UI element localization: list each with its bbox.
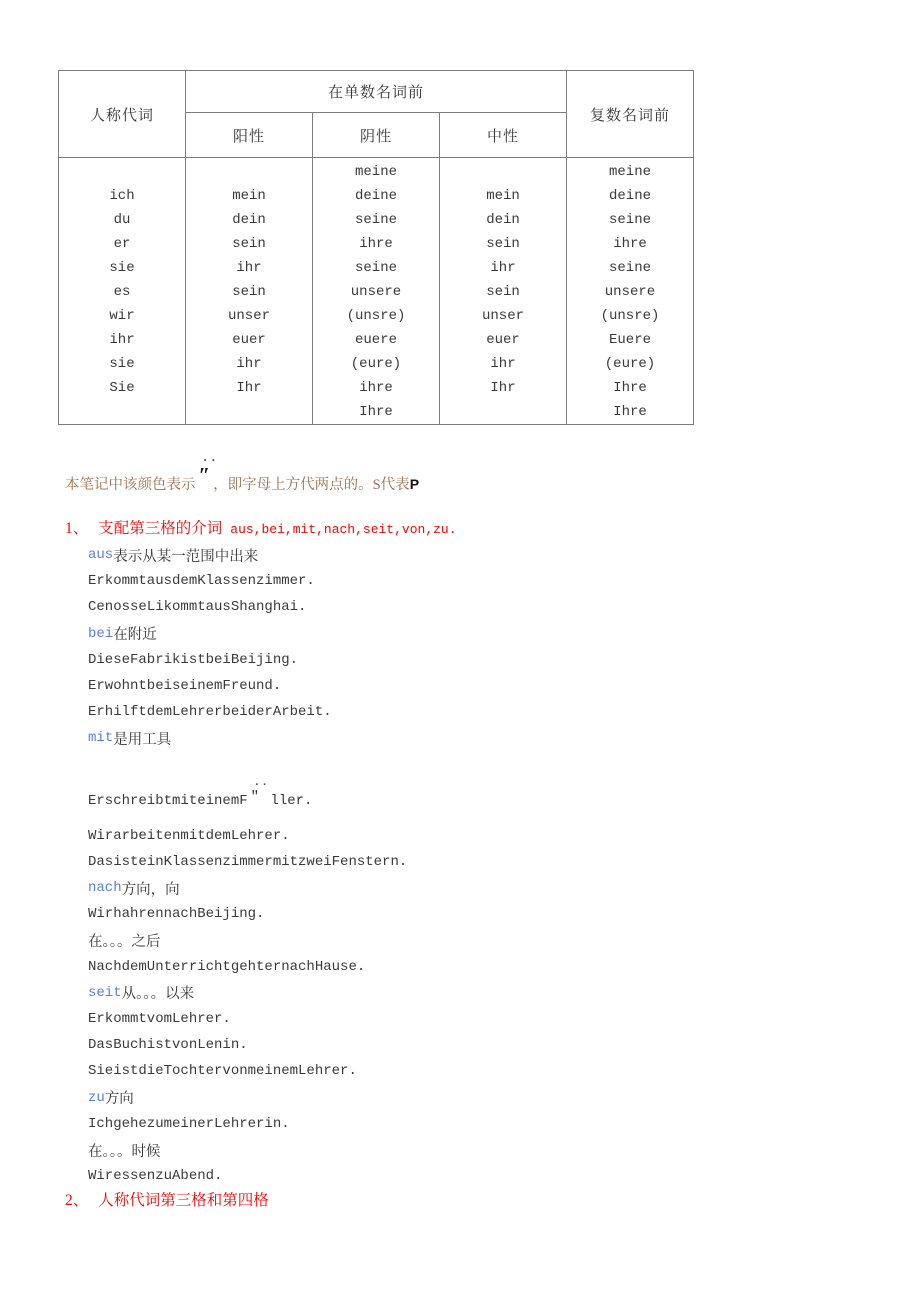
table-cell-line: meine: [608, 164, 651, 180]
table-cell-line: (eure): [604, 356, 656, 372]
column-masculine: [186, 158, 313, 425]
preposition-word: mit: [88, 730, 114, 747]
sentence-before: ErschreibtmiteinemF: [88, 792, 248, 809]
table-cell-line: ihre: [359, 236, 393, 252]
header-personal-pronoun: 人称代词: [59, 71, 186, 158]
table-cell-line: sie: [109, 260, 135, 276]
table-cell-line: [186, 400, 312, 424]
table-cell-line: unser: [481, 308, 524, 324]
heading-preposition-list: aus,bei,mit,nach,seit,von,zu.: [230, 522, 457, 537]
preposition-definition-line: [0, 542, 920, 568]
german-sentence: ErhilftdemLehrerbeiderArbeit.: [88, 704, 332, 721]
umlaut-dots: ..: [201, 451, 218, 465]
table-cell-line: Ihr: [490, 380, 516, 396]
preposition-definition-line: [0, 725, 920, 751]
table-cell-line: Ihr: [236, 380, 262, 396]
table-cell-line: sie: [109, 356, 135, 372]
table-cell-line: du: [113, 212, 131, 228]
table-cell-line: ihr: [490, 356, 516, 372]
table-cell-line: es: [113, 284, 131, 300]
table-cell-line: [59, 400, 185, 424]
header-before-plural-noun: 复数名词前: [567, 71, 694, 158]
column-pronouns: [59, 158, 186, 425]
column-neuter: [440, 158, 567, 425]
heading-title: 支配第三格的介词: [98, 520, 223, 537]
table-cell-line: [440, 400, 566, 424]
table-cell-line: ihr: [236, 356, 262, 372]
preposition-word: aus: [88, 547, 114, 564]
header-masculine: 阳性: [186, 113, 313, 158]
table-cell-line: [59, 160, 185, 184]
table-cell-line: Ihre: [613, 380, 647, 396]
table-cell-line: seine: [354, 212, 397, 228]
preposition-word: zu: [88, 1089, 105, 1106]
table-cell-line: ihre: [613, 236, 647, 252]
table-cell-line: Euere: [608, 332, 651, 348]
table-cell-line: unsere: [604, 284, 656, 300]
definition-text: 表示从某一范围中出来: [113, 548, 259, 565]
table-cell-line: euere: [354, 332, 397, 348]
pronoun-declension-table: [58, 70, 694, 425]
table-cell-line: mein: [486, 188, 520, 204]
header-feminine: 阴性: [313, 113, 440, 158]
table-cell-line: seine: [354, 260, 397, 276]
table-cell-line: meine: [354, 164, 397, 180]
definition-text: 在附近: [113, 627, 157, 644]
note-text-before: 本笔记中该颜色表示: [65, 477, 196, 493]
table-cell-line: (unsre): [346, 308, 406, 324]
section-heading-1: [65, 521, 920, 538]
note-letter-p: P: [409, 476, 420, 492]
table-cell-line: seine: [608, 260, 651, 276]
table-cell-line: euer: [232, 332, 266, 348]
table-cell-line: dein: [232, 212, 266, 228]
german-sentence: WirarbeitenmitdemLehrer.: [88, 827, 290, 844]
heading-number: 1、: [65, 520, 89, 537]
german-sentence: ErkommtausdemKlassenzimmer.: [88, 573, 315, 590]
notes-content: [0, 422, 920, 1209]
sentence-after: ller.: [262, 792, 313, 809]
german-sentence: IchgehezumeinerLehrerin.: [88, 1115, 290, 1132]
chinese-note-line: 在。。。时候: [88, 1143, 161, 1160]
preposition-definition-line: [0, 980, 920, 1006]
heading-title: 人称代词第三格和第四格: [98, 1192, 269, 1210]
table-cell-line: ihr: [236, 260, 262, 276]
header-before-singular-noun: 在单数名词前: [186, 71, 567, 113]
table-cell-line: ihr: [490, 260, 516, 276]
table-cell-line: deine: [354, 188, 397, 204]
german-sentence: WiressenzuAbend.: [88, 1168, 223, 1185]
german-sentence: WirhahrennachBeijing.: [88, 906, 265, 923]
german-sentence-with-umlaut: [0, 776, 920, 814]
table-cell-line: seine: [608, 212, 651, 228]
umlaut-dots: ..: [253, 776, 269, 789]
table-cell-line: unsere: [350, 284, 402, 300]
table-cell-line: (unsre): [600, 308, 660, 324]
preposition-word: bei: [88, 625, 114, 642]
table-cell-line: deine: [608, 188, 651, 204]
german-sentence: NachdemUnterrichtgehternachHause.: [88, 958, 366, 975]
table-cell-line: unser: [227, 308, 270, 324]
preposition-word: seit: [88, 984, 122, 1001]
chinese-note-line: 在。。。之后: [88, 934, 161, 951]
table-cell-line: mein: [232, 188, 266, 204]
definition-text: 方向，向: [121, 881, 180, 898]
note-text-after: ，即字母上方代两点的。S代表: [213, 477, 410, 493]
preposition-word: nach: [88, 880, 122, 897]
table-cell-line: sein: [232, 284, 266, 300]
table-cell-line: er: [113, 236, 131, 252]
preposition-definition-line: [0, 875, 920, 901]
table-cell-line: ihr: [109, 332, 135, 348]
definition-text: 是用工具: [113, 731, 172, 748]
german-sentence: DasisteinKlassenzimmermitzweiFenstern.: [88, 853, 408, 870]
german-sentence: ErwohntbeiseinemFreund.: [88, 678, 282, 695]
table-cell-line: sein: [486, 236, 520, 252]
table-cell-line: [186, 160, 312, 184]
column-plural: [567, 158, 694, 425]
table-cell-line: ihre: [359, 380, 393, 396]
umlaut-symbol: [198, 451, 218, 493]
table-cell-line: sein: [486, 284, 520, 300]
definition-text: 从。。。以来: [121, 986, 195, 1003]
preposition-definition-line: [0, 1085, 920, 1111]
table-cell-line: [440, 160, 566, 184]
table-cell-line: sein: [232, 236, 266, 252]
header-neuter: 中性: [440, 113, 567, 158]
table-cell-line: Ihre: [613, 404, 647, 420]
heading-number: 2、: [65, 1192, 89, 1210]
german-sentence: CenosseLikommtausShanghai.: [88, 599, 307, 616]
umlaut-symbol: [250, 776, 269, 809]
section-1-lines: [0, 542, 920, 1189]
color-legend-note: [65, 451, 920, 493]
german-sentence: ErkommtvomLehrer.: [88, 1011, 231, 1028]
german-sentence: DieseFabrikistbeiBeijing.: [88, 651, 299, 668]
section-heading-2: [65, 1193, 920, 1209]
table-cell-line: wir: [109, 308, 135, 324]
table-cell-line: Sie: [109, 380, 135, 396]
german-sentence: SieistdieTochtervonmeinemLehrer.: [88, 1063, 357, 1080]
table-cell-line: (eure): [350, 356, 402, 372]
table-cell-line: dein: [486, 212, 520, 228]
table-cell-line: ich: [109, 188, 135, 204]
preposition-definition-line: [0, 621, 920, 647]
column-feminine: [313, 158, 440, 425]
table-cell-line: euer: [486, 332, 520, 348]
double-prime-mark: ″: [198, 463, 211, 487]
table-cell-line: Ihre: [359, 404, 393, 420]
definition-text: 方向: [104, 1091, 134, 1108]
double-prime-mark: ″: [250, 788, 260, 805]
german-sentence: DasBuchistvonLenin.: [88, 1037, 248, 1054]
